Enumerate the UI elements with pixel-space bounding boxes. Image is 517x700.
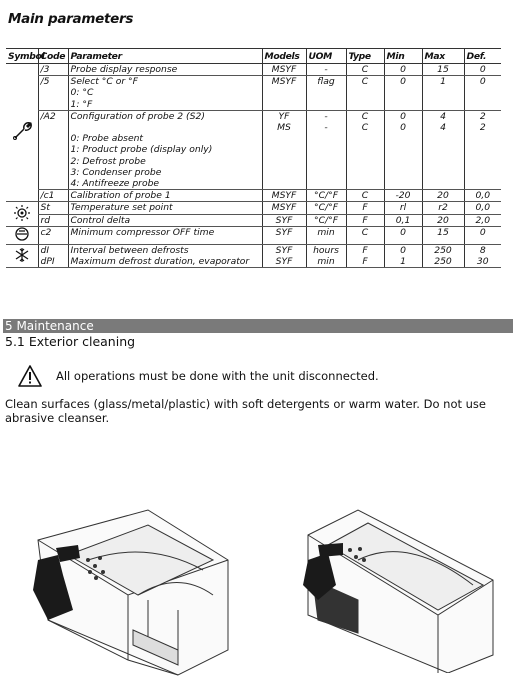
models-text: MSYF — [271, 64, 297, 75]
type-text: C — [361, 190, 369, 202]
models-text: YF — [278, 110, 290, 122]
uom-text: °C/°F — [314, 190, 338, 202]
type-cell — [346, 245, 384, 268]
models-cell — [262, 190, 306, 202]
code-cell — [38, 245, 68, 268]
parameter-text: Probe display response — [70, 64, 178, 75]
display-case-illustration-right — [298, 505, 503, 673]
parameter-text: Configuration of probe 2 (S2) — [70, 110, 205, 122]
type-cell — [346, 64, 384, 76]
code-cell — [38, 214, 68, 226]
code-cell — [38, 64, 68, 76]
parameter-text: 1: °F — [70, 98, 93, 110]
header-code: Code — [38, 49, 68, 64]
models-text: SYF — [275, 226, 293, 238]
type-text: C — [361, 110, 369, 122]
def-cell — [464, 190, 501, 202]
header-models: Models — [262, 49, 306, 64]
table-row — [6, 226, 501, 244]
max-text: 250 — [434, 245, 452, 257]
def-cell — [464, 245, 501, 268]
page-title: Main parameters — [8, 11, 134, 27]
symbol-cell — [6, 245, 38, 268]
header-type: Type — [346, 49, 384, 64]
type-cell — [346, 202, 384, 214]
min-text: 0 — [400, 226, 406, 238]
def-cell — [464, 76, 501, 111]
type-cell — [346, 110, 384, 189]
type-text: F — [362, 245, 368, 257]
min-text: 0 — [400, 110, 406, 122]
uom-text: - — [324, 64, 328, 75]
uom-text: hours — [313, 245, 339, 257]
models-text: MSYF — [271, 202, 297, 214]
header-min: Min — [384, 49, 422, 64]
models-cell — [262, 110, 306, 189]
max-cell — [422, 64, 464, 76]
header-max: Max — [422, 49, 464, 64]
parameter-text: Temperature set point — [70, 202, 173, 214]
subsection-heading: 5.1 Exterior cleaning — [5, 334, 136, 349]
parameter-text: Interval between defrosts — [70, 245, 189, 257]
def-cell — [464, 64, 501, 76]
min-cell — [384, 190, 422, 202]
models-cell — [262, 245, 306, 268]
parameter-cell — [68, 64, 262, 76]
header-symbol: Symbol — [8, 50, 45, 62]
cleaning-paragraph: Clean surfaces (glass/metal/plastic) with soft detergents or warm water. Do not use abrasive cleanser. — [5, 397, 486, 425]
min-text: 0,1 — [395, 214, 411, 226]
uom-text: °C/°F — [314, 202, 338, 214]
def-text: 8 — [479, 245, 486, 257]
max-cell — [422, 245, 464, 268]
code-cell — [38, 190, 68, 202]
parameter-text: 0: Probe absent — [70, 133, 144, 145]
code-cell — [38, 76, 68, 111]
type-text: C — [361, 122, 369, 134]
uom-cell — [306, 64, 346, 76]
max-text: 4 — [440, 122, 446, 134]
code-text: dPI — [40, 256, 55, 268]
parameter-text: Minimum compressor OFF time — [70, 226, 215, 238]
type-text: C — [361, 64, 369, 75]
parameter-text: 4: Antifreeze probe — [70, 178, 160, 190]
parameter-text: 3: Condenser probe — [70, 166, 162, 178]
code-text: St — [40, 202, 50, 214]
max-cell — [422, 76, 464, 111]
table-row — [6, 202, 501, 214]
uom-text: min — [317, 226, 335, 238]
models-text: MSYF — [271, 76, 297, 88]
max-text: 4 — [440, 110, 446, 122]
max-cell — [422, 110, 464, 189]
def-text: 0,0 — [475, 202, 491, 214]
min-text: 1 — [400, 256, 406, 268]
code-text: /c1 — [40, 190, 55, 202]
table-row — [6, 190, 501, 202]
max-text: r2 — [438, 202, 448, 214]
code-text: dI — [40, 245, 50, 257]
min-cell — [384, 202, 422, 214]
max-text: 250 — [434, 256, 452, 268]
sun-icon — [14, 213, 30, 224]
uom-text: °C/°F — [314, 214, 338, 226]
parameters-table — [6, 48, 501, 268]
parameter-text: 0: °C — [70, 87, 94, 99]
type-cell — [346, 214, 384, 226]
def-cell — [464, 110, 501, 189]
type-cell — [346, 190, 384, 202]
wrench-icon — [11, 134, 33, 145]
warning-icon — [18, 365, 42, 387]
uom-text: - — [324, 122, 328, 134]
code-cell — [38, 202, 68, 214]
parameter-cell — [68, 202, 262, 214]
models-text: MS — [277, 122, 291, 134]
type-text: C — [361, 226, 369, 238]
def-text: 0,0 — [475, 190, 491, 202]
def-text: 0 — [479, 76, 486, 88]
type-text: F — [362, 202, 368, 214]
def-text: 2 — [479, 110, 486, 122]
min-cell — [384, 110, 422, 189]
symbol-cell — [6, 64, 38, 202]
table-header-row — [6, 49, 501, 64]
models-text: SYF — [275, 256, 293, 268]
header-uom: UOM — [306, 49, 346, 64]
code-cell — [38, 226, 68, 244]
symbol-cell — [6, 202, 38, 226]
type-text: F — [362, 214, 368, 226]
parameter-cell — [68, 76, 262, 111]
code-cell — [38, 110, 68, 189]
parameter-text: Calibration of probe 1 — [70, 190, 171, 202]
parameter-cell — [68, 214, 262, 226]
parameter-text: Control delta — [70, 214, 131, 226]
models-text: SYF — [275, 214, 293, 226]
models-cell — [262, 64, 306, 76]
uom-cell — [306, 245, 346, 268]
header-parameter: Parameter — [68, 49, 262, 64]
max-cell — [422, 214, 464, 226]
display-case-illustration-left — [28, 500, 240, 678]
table-row — [6, 64, 501, 76]
min-text: -20 — [395, 190, 411, 202]
uom-cell — [306, 110, 346, 189]
def-cell — [464, 226, 501, 244]
max-cell — [422, 190, 464, 202]
def-text: 2,0 — [475, 214, 491, 226]
min-cell — [384, 226, 422, 244]
max-text: 1 — [440, 76, 446, 88]
code-text: /5 — [40, 76, 50, 88]
def-cell — [464, 214, 501, 226]
parameter-cell — [68, 226, 262, 244]
models-text: MSYF — [271, 190, 297, 202]
code-text: rd — [40, 214, 51, 226]
def-text: 30 — [476, 256, 489, 268]
code-text: /A2 — [40, 110, 56, 122]
section-heading: 5 Maintenance — [3, 319, 513, 333]
parameter-text: Maximum defrost duration, evaporator — [70, 256, 250, 268]
parameter-text: 1: Product probe (display only) — [70, 144, 213, 156]
def-text: 0 — [479, 64, 486, 75]
min-cell — [384, 76, 422, 111]
models-cell — [262, 214, 306, 226]
models-cell — [262, 76, 306, 111]
parameter-cell — [68, 110, 262, 189]
warning-note — [18, 365, 379, 387]
min-cell — [384, 64, 422, 76]
models-cell — [262, 202, 306, 214]
type-cell — [346, 76, 384, 111]
code-text: /3 — [40, 64, 50, 75]
uom-cell — [306, 190, 346, 202]
type-text: C — [361, 76, 369, 88]
def-text: 0 — [479, 226, 486, 238]
uom-text: - — [324, 110, 328, 122]
max-text: 20 — [437, 214, 449, 226]
uom-cell — [306, 202, 346, 214]
compressor-icon — [15, 233, 29, 244]
max-text: 15 — [437, 226, 449, 238]
min-cell — [384, 245, 422, 268]
symbol-cell — [6, 226, 38, 244]
parameter-text: Select °C or °F — [70, 76, 138, 88]
parameter-cell — [68, 190, 262, 202]
uom-cell — [306, 76, 346, 111]
def-text: 2 — [479, 122, 486, 134]
table-row — [6, 110, 501, 189]
header-def: Def. — [464, 49, 501, 64]
min-text: 0 — [400, 122, 406, 134]
def-cell — [464, 202, 501, 214]
max-cell — [422, 202, 464, 214]
min-text: 0 — [400, 64, 406, 75]
max-text: 20 — [437, 190, 449, 202]
table-row — [6, 214, 501, 226]
min-text: 0 — [400, 76, 406, 88]
defrost-icon — [13, 255, 31, 266]
min-cell — [384, 214, 422, 226]
table-row — [6, 76, 501, 111]
type-text: F — [362, 256, 368, 268]
parameter-text: 2: Defrost probe — [70, 155, 146, 167]
code-text: c2 — [40, 226, 52, 238]
models-text: SYF — [275, 245, 293, 257]
max-text: 15 — [437, 64, 449, 75]
parameter-cell — [68, 245, 262, 268]
uom-cell — [306, 226, 346, 244]
models-cell — [262, 226, 306, 244]
max-cell — [422, 226, 464, 244]
table-row — [6, 245, 501, 268]
parameter-text — [71, 122, 260, 133]
uom-cell — [306, 214, 346, 226]
warning-text: All operations must be done with the unit disconnected. — [56, 369, 379, 383]
uom-text: min — [317, 256, 335, 268]
min-text: 0 — [400, 245, 406, 257]
uom-text: flag — [317, 76, 335, 88]
min-text: rl — [399, 202, 407, 214]
type-cell — [346, 226, 384, 244]
